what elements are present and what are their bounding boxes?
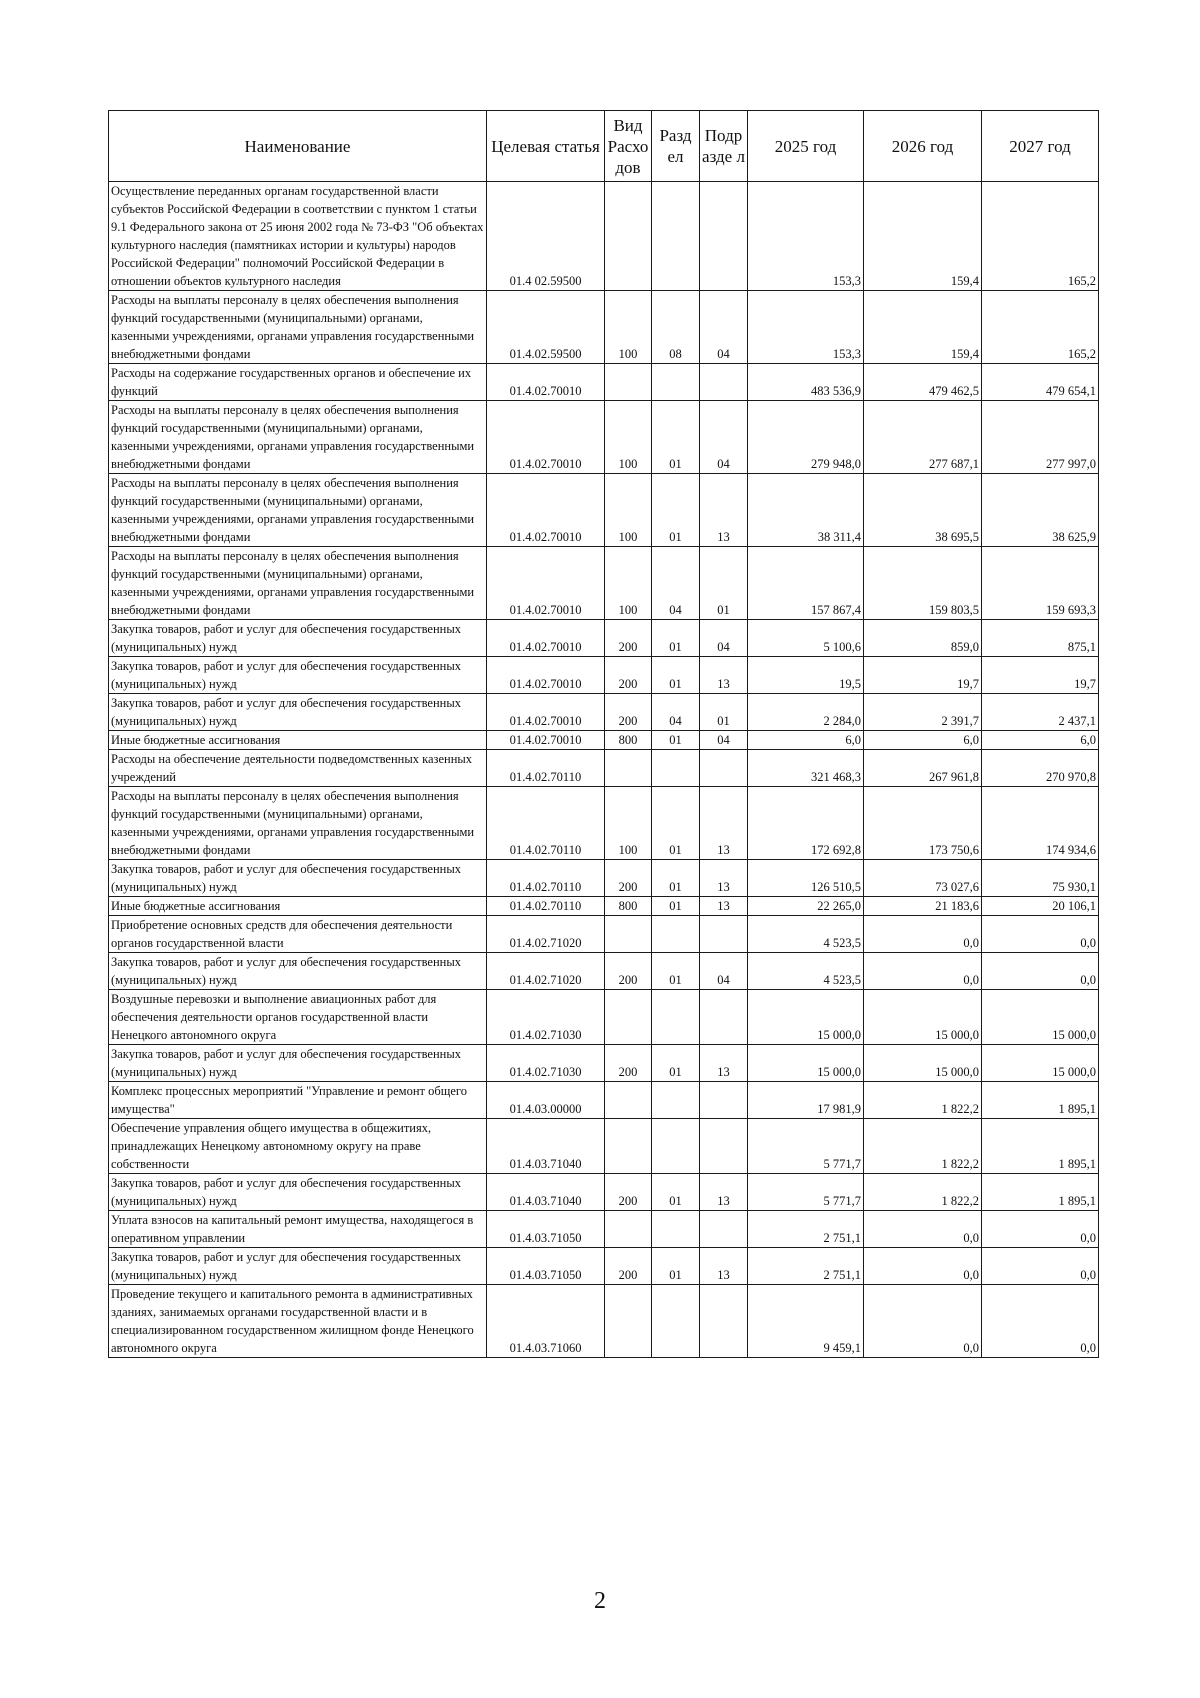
amount-2026: 159,4 <box>864 291 982 364</box>
table-row <box>109 547 1099 620</box>
section <box>652 364 700 401</box>
row-name: Комплекс процессных мероприятий "Управление и ремонт общего имущества" <box>109 1082 487 1119</box>
amount-2025: 5 771,7 <box>748 1174 864 1211</box>
section: 04 <box>652 694 700 731</box>
subsection <box>700 990 748 1045</box>
table-row <box>109 1082 1099 1119</box>
subsection <box>700 182 748 291</box>
amount-2027: 479 654,1 <box>982 364 1099 401</box>
target-article: 01.4.02.70010 <box>487 474 605 547</box>
section: 08 <box>652 291 700 364</box>
row-name: Закупка товаров, работ и услуг для обеспечения государственных (муниципальных) нужд <box>109 620 487 657</box>
section <box>652 1082 700 1119</box>
section: 01 <box>652 474 700 547</box>
table-row <box>109 1211 1099 1248</box>
amount-2027: 6,0 <box>982 731 1099 750</box>
row-name: Расходы на обеспечение деятельности подведомственных казенных учреждений <box>109 750 487 787</box>
subsection: 04 <box>700 291 748 364</box>
table-row <box>109 474 1099 547</box>
row-name: Закупка товаров, работ и услуг для обеспечения государственных (муниципальных) нужд <box>109 1248 487 1285</box>
target-article: 01.4.03.71040 <box>487 1119 605 1174</box>
amount-2025: 22 265,0 <box>748 897 864 916</box>
expense-type <box>605 916 652 953</box>
row-name: Уплата взносов на капитальный ремонт имущества, находящегося в оперативном управлении <box>109 1211 487 1248</box>
subsection: 01 <box>700 694 748 731</box>
amount-2027: 0,0 <box>982 1211 1099 1248</box>
subsection: 04 <box>700 731 748 750</box>
section <box>652 990 700 1045</box>
amount-2025: 321 468,3 <box>748 750 864 787</box>
target-article: 01.4.02.71020 <box>487 916 605 953</box>
amount-2026: 159 803,5 <box>864 547 982 620</box>
table-row <box>109 953 1099 990</box>
subsection: 13 <box>700 897 748 916</box>
amount-2026: 1 822,2 <box>864 1174 982 1211</box>
amount-2025: 153,3 <box>748 291 864 364</box>
row-name: Иные бюджетные ассигнования <box>109 897 487 916</box>
amount-2025: 4 523,5 <box>748 916 864 953</box>
expense-type <box>605 364 652 401</box>
target-article: 01.4.02.71030 <box>487 1045 605 1082</box>
amount-2025: 2 751,1 <box>748 1248 864 1285</box>
amount-2027: 1 895,1 <box>982 1174 1099 1211</box>
row-name: Воздушные перевозки и выполнение авиационных работ для обеспечения деятельности органов государственной власти Ненецкого автономного округа <box>109 990 487 1045</box>
amount-2025: 5 100,6 <box>748 620 864 657</box>
expense-type: 200 <box>605 1174 652 1211</box>
target-article: 01.4.02.59500 <box>487 291 605 364</box>
table-row <box>109 731 1099 750</box>
amount-2027: 875,1 <box>982 620 1099 657</box>
expense-type <box>605 750 652 787</box>
row-name: Приобретение основных средств для обеспечения деятельности органов государственной власти <box>109 916 487 953</box>
expense-type: 100 <box>605 291 652 364</box>
amount-2026: 0,0 <box>864 1285 982 1358</box>
amount-2025: 279 948,0 <box>748 401 864 474</box>
table-row <box>109 694 1099 731</box>
subsection <box>700 1082 748 1119</box>
subsection: 13 <box>700 1248 748 1285</box>
row-name: Расходы на выплаты персоналу в целях обеспечения выполнения функций государственными (муниципальными) органами, казенными учреждениями, органами управления государственными внебюджетными фондами <box>109 787 487 860</box>
amount-2027: 165,2 <box>982 291 1099 364</box>
expense-type <box>605 1119 652 1174</box>
expense-type: 200 <box>605 1045 652 1082</box>
amount-2026: 267 961,8 <box>864 750 982 787</box>
header-name: Наименование <box>109 111 487 182</box>
table-row <box>109 182 1099 291</box>
table-row <box>109 860 1099 897</box>
row-name: Закупка товаров, работ и услуг для обеспечения государственных (муниципальных) нужд <box>109 694 487 731</box>
table-row <box>109 364 1099 401</box>
expense-type <box>605 182 652 291</box>
subsection <box>700 364 748 401</box>
section <box>652 182 700 291</box>
expense-type <box>605 1285 652 1358</box>
section: 01 <box>652 657 700 694</box>
table-row <box>109 990 1099 1045</box>
amount-2026: 159,4 <box>864 182 982 291</box>
amount-2025: 483 536,9 <box>748 364 864 401</box>
amount-2025: 2 751,1 <box>748 1211 864 1248</box>
amount-2026: 73 027,6 <box>864 860 982 897</box>
amount-2025: 19,5 <box>748 657 864 694</box>
amount-2027: 0,0 <box>982 916 1099 953</box>
amount-2025: 153,3 <box>748 182 864 291</box>
section: 01 <box>652 860 700 897</box>
subsection: 04 <box>700 953 748 990</box>
amount-2026: 15 000,0 <box>864 1045 982 1082</box>
header-row <box>109 111 1099 182</box>
header-year-2026: 2026 год <box>864 111 982 182</box>
amount-2027: 270 970,8 <box>982 750 1099 787</box>
amount-2026: 479 462,5 <box>864 364 982 401</box>
section <box>652 1119 700 1174</box>
amount-2026: 0,0 <box>864 1211 982 1248</box>
target-article: 01.4.02.71030 <box>487 990 605 1045</box>
row-name: Закупка товаров, работ и услуг для обеспечения государственных (муниципальных) нужд <box>109 953 487 990</box>
expense-type <box>605 990 652 1045</box>
amount-2026: 859,0 <box>864 620 982 657</box>
section: 04 <box>652 547 700 620</box>
amount-2027: 20 106,1 <box>982 897 1099 916</box>
table-row <box>109 291 1099 364</box>
section: 01 <box>652 787 700 860</box>
header-year-2027: 2027 год <box>982 111 1099 182</box>
subsection <box>700 1119 748 1174</box>
amount-2025: 2 284,0 <box>748 694 864 731</box>
expense-type: 200 <box>605 953 652 990</box>
amount-2025: 157 867,4 <box>748 547 864 620</box>
subsection: 13 <box>700 1045 748 1082</box>
amount-2027: 277 997,0 <box>982 401 1099 474</box>
subsection: 01 <box>700 547 748 620</box>
amount-2027: 15 000,0 <box>982 990 1099 1045</box>
expense-type: 800 <box>605 731 652 750</box>
row-name: Расходы на выплаты персоналу в целях обеспечения выполнения функций государственными (муниципальными) органами, казенными учреждениями, органами управления государственными внебюджетными фондами <box>109 291 487 364</box>
expense-type: 100 <box>605 547 652 620</box>
target-article: 01.4 02.59500 <box>487 182 605 291</box>
amount-2027: 0,0 <box>982 1285 1099 1358</box>
amount-2027: 159 693,3 <box>982 547 1099 620</box>
table-body <box>109 182 1099 1358</box>
table-row <box>109 657 1099 694</box>
expense-type: 200 <box>605 1248 652 1285</box>
table-row <box>109 1248 1099 1285</box>
amount-2025: 17 981,9 <box>748 1082 864 1119</box>
amount-2025: 15 000,0 <box>748 990 864 1045</box>
table-header <box>109 111 1099 182</box>
amount-2025: 15 000,0 <box>748 1045 864 1082</box>
row-name: Расходы на выплаты персоналу в целях обеспечения выполнения функций государственными (муниципальными) органами, казенными учреждениями, органами управления государственными внебюджетными фондами <box>109 547 487 620</box>
table-row <box>109 897 1099 916</box>
amount-2027: 19,7 <box>982 657 1099 694</box>
amount-2026: 6,0 <box>864 731 982 750</box>
header-section: Разд ел <box>652 111 700 182</box>
target-article: 01.4.02.70110 <box>487 787 605 860</box>
amount-2025: 5 771,7 <box>748 1119 864 1174</box>
subsection: 13 <box>700 860 748 897</box>
amount-2027: 0,0 <box>982 953 1099 990</box>
amount-2027: 0,0 <box>982 1248 1099 1285</box>
amount-2026: 0,0 <box>864 916 982 953</box>
section <box>652 1285 700 1358</box>
subsection <box>700 1285 748 1358</box>
amount-2026: 1 822,2 <box>864 1119 982 1174</box>
section <box>652 916 700 953</box>
subsection: 13 <box>700 474 748 547</box>
expense-type <box>605 1211 652 1248</box>
target-article: 01.4.02.70110 <box>487 860 605 897</box>
section: 01 <box>652 1174 700 1211</box>
table-row <box>109 916 1099 953</box>
row-name: Проведение текущего и капитального ремонта в административных зданиях, занимаемых органами государственной власти и в специализированном государственном жилищном фонде Ненецкого автономного округа <box>109 1285 487 1358</box>
amount-2027: 2 437,1 <box>982 694 1099 731</box>
subsection: 04 <box>700 620 748 657</box>
row-name: Расходы на содержание государственных органов и обеспечение их функций <box>109 364 487 401</box>
section <box>652 750 700 787</box>
amount-2025: 126 510,5 <box>748 860 864 897</box>
amount-2026: 1 822,2 <box>864 1082 982 1119</box>
page-number: 2 <box>594 1588 606 1614</box>
row-name: Закупка товаров, работ и услуг для обеспечения государственных (муниципальных) нужд <box>109 657 487 694</box>
amount-2026: 277 687,1 <box>864 401 982 474</box>
expense-type: 200 <box>605 620 652 657</box>
target-article: 01.4.02.70110 <box>487 750 605 787</box>
table-row <box>109 787 1099 860</box>
amount-2026: 38 695,5 <box>864 474 982 547</box>
table-row <box>109 1045 1099 1082</box>
table-row <box>109 620 1099 657</box>
amount-2026: 173 750,6 <box>864 787 982 860</box>
target-article: 01.4.02.71020 <box>487 953 605 990</box>
amount-2027: 15 000,0 <box>982 1045 1099 1082</box>
subsection <box>700 1211 748 1248</box>
expense-type: 800 <box>605 897 652 916</box>
section: 01 <box>652 897 700 916</box>
section: 01 <box>652 1248 700 1285</box>
target-article: 01.4.03.00000 <box>487 1082 605 1119</box>
table-row <box>109 750 1099 787</box>
target-article: 01.4.03.71050 <box>487 1248 605 1285</box>
section: 01 <box>652 620 700 657</box>
amount-2026: 0,0 <box>864 953 982 990</box>
expense-type <box>605 1082 652 1119</box>
header-expense-type: Вид Расхо дов <box>605 111 652 182</box>
header-year-2025: 2025 год <box>748 111 864 182</box>
table-row <box>109 401 1099 474</box>
section: 01 <box>652 1045 700 1082</box>
budget-table <box>108 110 1099 1358</box>
header-subsection: Подр азде л <box>700 111 748 182</box>
amount-2025: 172 692,8 <box>748 787 864 860</box>
target-article: 01.4.02.70010 <box>487 620 605 657</box>
target-article: 01.4.02.70010 <box>487 364 605 401</box>
expense-type: 100 <box>605 474 652 547</box>
amount-2027: 174 934,6 <box>982 787 1099 860</box>
row-name: Закупка товаров, работ и услуг для обеспечения государственных (муниципальных) нужд <box>109 860 487 897</box>
row-name: Расходы на выплаты персоналу в целях обеспечения выполнения функций государственными (муниципальными) органами, казенными учреждениями, органами управления государственными внебюджетными фондами <box>109 401 487 474</box>
section: 01 <box>652 953 700 990</box>
subsection: 04 <box>700 401 748 474</box>
table-row <box>109 1285 1099 1358</box>
subsection <box>700 750 748 787</box>
expense-type: 100 <box>605 787 652 860</box>
target-article: 01.4.02.70010 <box>487 401 605 474</box>
amount-2027: 38 625,9 <box>982 474 1099 547</box>
expense-type: 200 <box>605 657 652 694</box>
target-article: 01.4.02.70010 <box>487 657 605 694</box>
section: 01 <box>652 401 700 474</box>
row-name: Иные бюджетные ассигнования <box>109 731 487 750</box>
expense-type: 200 <box>605 860 652 897</box>
subsection: 13 <box>700 657 748 694</box>
target-article: 01.4.02.70010 <box>487 547 605 620</box>
amount-2026: 0,0 <box>864 1248 982 1285</box>
expense-type: 100 <box>605 401 652 474</box>
target-article: 01.4.03.71060 <box>487 1285 605 1358</box>
target-article: 01.4.03.71050 <box>487 1211 605 1248</box>
row-name: Расходы на выплаты персоналу в целях обеспечения выполнения функций государственными (муниципальными) органами, казенными учреждениями, органами управления государственными внебюджетными фондами <box>109 474 487 547</box>
amount-2027: 75 930,1 <box>982 860 1099 897</box>
amount-2027: 1 895,1 <box>982 1119 1099 1174</box>
amount-2026: 15 000,0 <box>864 990 982 1045</box>
subsection: 13 <box>700 1174 748 1211</box>
section: 01 <box>652 731 700 750</box>
table-row <box>109 1174 1099 1211</box>
row-name: Закупка товаров, работ и услуг для обеспечения государственных (муниципальных) нужд <box>109 1174 487 1211</box>
amount-2026: 21 183,6 <box>864 897 982 916</box>
amount-2025: 9 459,1 <box>748 1285 864 1358</box>
target-article: 01.4.02.70110 <box>487 897 605 916</box>
amount-2025: 6,0 <box>748 731 864 750</box>
subsection: 13 <box>700 787 748 860</box>
subsection <box>700 916 748 953</box>
amount-2027: 165,2 <box>982 182 1099 291</box>
amount-2026: 2 391,7 <box>864 694 982 731</box>
amount-2026: 19,7 <box>864 657 982 694</box>
target-article: 01.4.03.71040 <box>487 1174 605 1211</box>
table-row <box>109 1119 1099 1174</box>
row-name: Закупка товаров, работ и услуг для обеспечения государственных (муниципальных) нужд <box>109 1045 487 1082</box>
target-article: 01.4.02.70010 <box>487 731 605 750</box>
amount-2025: 4 523,5 <box>748 953 864 990</box>
header-target-article: Целевая статья <box>487 111 605 182</box>
row-name: Осуществление переданных органам государственной власти субъектов Российской Федерации в соответствии с пунктом 1 статьи 9.1 Федерального закона от 25 июня 2002 года № 73-ФЗ "Об объектах культурного наследия (памятниках истории и культуры) народов Российской Федерации" полномочий Российской Федерации в отношении объектов культурного наследия <box>109 182 487 291</box>
target-article: 01.4.02.70010 <box>487 694 605 731</box>
expense-type: 200 <box>605 694 652 731</box>
row-name: Обеспечение управления общего имущества в общежитиях, принадлежащих Ненецкому автономному округу на праве собственности <box>109 1119 487 1174</box>
amount-2025: 38 311,4 <box>748 474 864 547</box>
section <box>652 1211 700 1248</box>
amount-2027: 1 895,1 <box>982 1082 1099 1119</box>
